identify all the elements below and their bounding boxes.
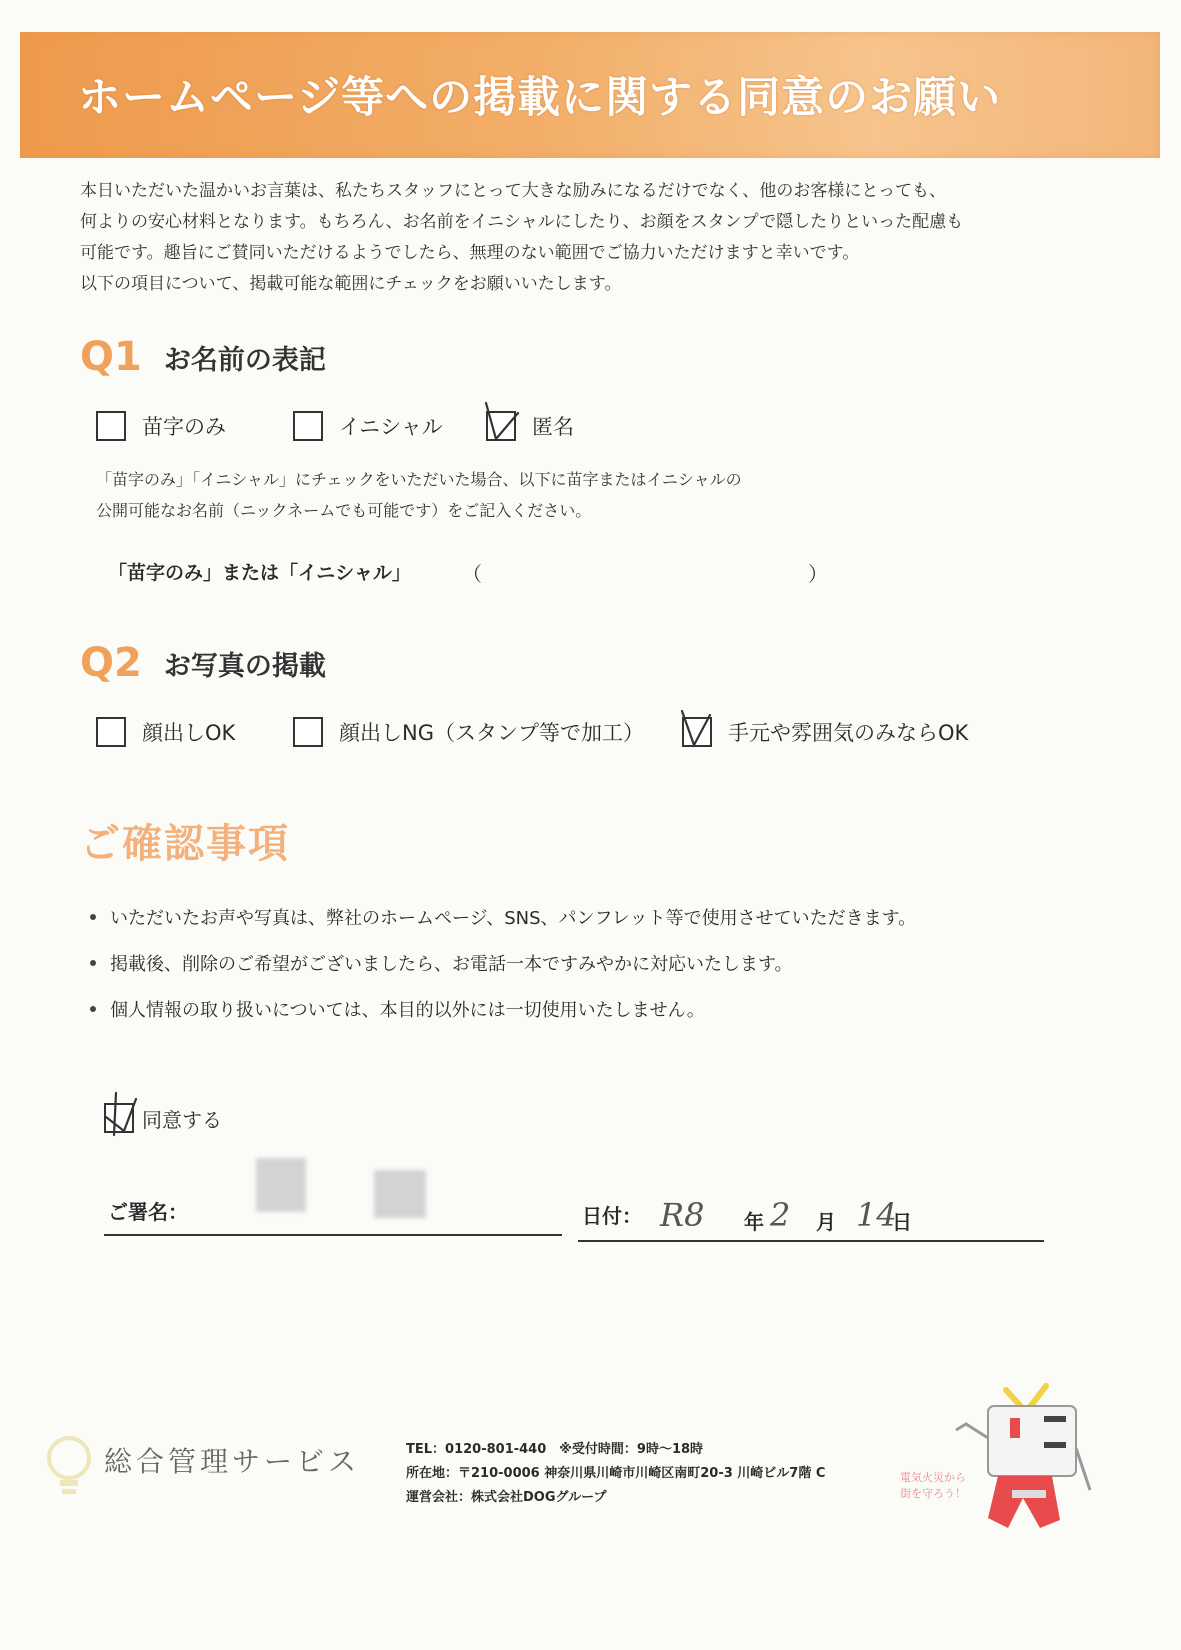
agree-option[interactable] [104,1098,222,1138]
confirm-item [90,896,916,942]
page-title: ホームページ等への掲載に関する同意のお願い [78,73,1002,123]
q2-option-face-ng[interactable] [293,712,644,752]
q1-option-label: 苗字のみ [142,415,226,439]
intro-text [80,176,1100,300]
confirm-item-text: いただいたお声や写真は、弊社のホームページ、SNS、パンフレット等で使用させていただきます。 [110,908,917,929]
slogan-line: 電気火災から [900,1471,966,1484]
q1-number: Q1 [80,334,142,380]
q1-note [96,464,742,526]
footer-tel: TEL：0120-801-440 ※受付時間：9時～18時 [406,1442,704,1457]
q1-title: お名前の表記 [163,344,326,376]
q1-fill-label: 「苗字のみ」または「イニシャル」 [108,562,411,584]
bullet-icon [90,1006,96,1012]
intro-line: 何よりの安心材料となります。もちろん、お名前をイニシャルにしたり、お顔をスタンプで隠したりといった配慮も [80,212,964,232]
mascot-icon [948,1378,1098,1538]
q1-option-label: イニシャル [339,415,443,439]
company-name: 総合管理サービス [104,1445,361,1478]
lightbulb-logo-icon [44,1432,94,1498]
q1-option-initial[interactable] [293,406,443,446]
bullet-icon [90,960,96,966]
q2-checkbox-face-ok[interactable] [96,717,126,747]
q1-checkbox-initial[interactable] [293,411,323,441]
signature-redacted [256,1158,306,1212]
q1-option-anonymous[interactable] [486,406,574,446]
q1-checkbox-surname-only[interactable] [96,411,126,441]
q2-number: Q2 [80,640,142,686]
q1-name-field[interactable] [490,556,800,586]
intro-line: 可能です。趣旨にご賛同いただけるようでしたら、無理のない範囲でご協力いただけますと幸いです。 [80,243,860,263]
confirm-item [90,942,916,988]
q2-checkbox-face-ng[interactable] [293,717,323,747]
q1-fill-open-paren: （ [462,562,482,586]
q1-note-line: 公開可能なお名前（ニックネームでも可能です）をご記入ください。 [96,501,592,520]
q1-option-label: 匿名 [532,415,574,439]
agree-checkbox[interactable] [104,1103,134,1133]
confirm-item [90,988,916,1034]
q1-option-surname-only[interactable] [96,406,226,446]
check-mark-icon [680,705,724,751]
check-mark-icon [102,1091,146,1137]
q2-checkbox-hands-only[interactable] [682,717,712,747]
q1-checkbox-anonymous[interactable] [486,411,516,441]
intro-line: 本日いただいた温かいお言葉は、私たちスタッフにとって大きな励みになるだけでなく、他のお客様にとっても、 [80,181,946,201]
confirm-item-text: 個人情報の取り扱いについては、本目的以外には一切使用いたしません。 [110,1000,705,1021]
footer-info [406,1438,825,1510]
footer-address: 所在地：〒210-0006 神奈川県川崎市川崎区南町20-3 川崎ビル7階 C [406,1466,826,1481]
footer-operator: 運営会社：株式会社DOGグループ [406,1490,607,1505]
confirm-list [90,896,916,1034]
signature-redacted [374,1170,426,1218]
date-month-value: 2 [770,1196,791,1234]
confirm-title: ご確認事項 [80,821,290,867]
q2-option-label: 顔出しNG（スタンプ等で加工） [339,721,644,745]
q2-option-face-ok[interactable] [96,712,235,752]
date-field[interactable] [578,1240,1044,1242]
signature-field[interactable] [104,1234,562,1236]
agree-label: 同意する [142,1107,222,1132]
date-label: 日付： [582,1204,642,1228]
q1-note-line: 「苗字のみ」「イニシャル」にチェックをいただいた場合、以下に苗字またはイニシャルの [96,470,742,489]
confirm-item-text: 掲載後、削除のご希望がございましたら、お電話一本ですみやかに対応いたします。 [110,954,793,975]
date-year-unit: 年 [744,1210,764,1234]
slogan-line: 街を守ろう！ [900,1487,966,1500]
date-era-value: R8 [660,1196,705,1234]
q1-fill-close-paren: ） [808,562,828,586]
q2-title: お写真の掲載 [163,650,326,682]
check-mark-icon [484,399,528,445]
q2-option-label: 手元や雰囲気のみならOK [728,721,969,745]
signature-label: ご署名： [108,1200,188,1224]
date-day-unit: 日 [892,1210,912,1234]
date-month-unit: 月 [816,1210,836,1234]
intro-line: 以下の項目について、掲載可能な範囲にチェックをお願いいたします。 [80,274,622,294]
bullet-icon [90,914,96,920]
q2-option-label: 顔出しOK [142,721,236,745]
q1-heading [80,334,326,384]
q2-option-hands-only[interactable] [682,712,968,752]
q2-heading [80,640,326,690]
date-day-value: 14 [856,1196,897,1234]
mascot-slogan [900,1470,966,1502]
